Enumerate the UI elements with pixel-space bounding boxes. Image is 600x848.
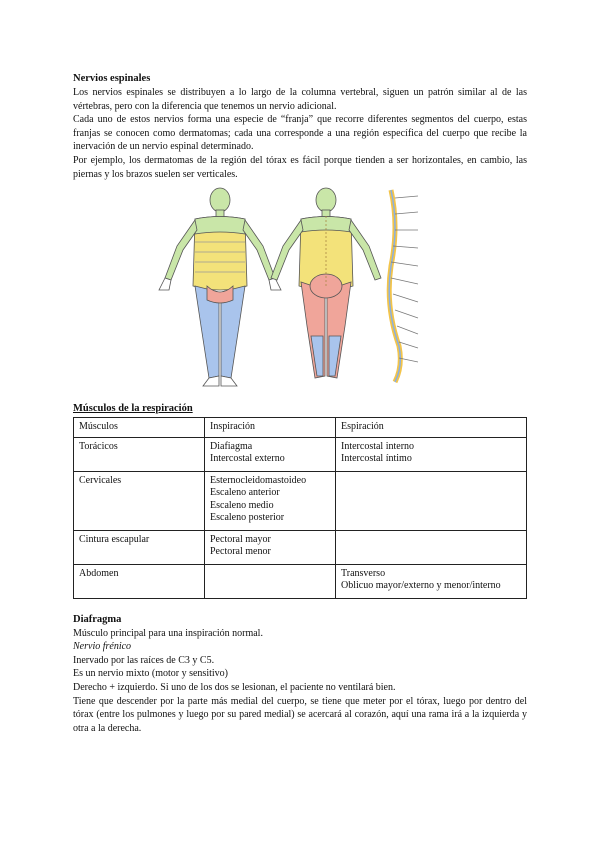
diafragma-line: Músculo principal para una inspiración normal. <box>73 627 263 639</box>
cell-line: Intercostal interno <box>341 440 415 452</box>
paragraph-2: Cada uno de estos nervios forma una especie de “franja” que recorre diferentes segmentos del cuerpo, estas franjas se conocen como dermatomas; cada una corresponde a una región específica del cuerpo que recibe la inervación de un nervio espinal determinado. <box>73 114 527 153</box>
diafragma-line: Inervado por las raíces de C3 y C5. <box>73 654 215 666</box>
cell-line: Intercostal íntimo <box>341 453 412 465</box>
diafragma-line: Tiene que descender por la parte más medial del cuerpo, se tiene que meter por el tórax, luego por dentro del tórax (entre los pulmones y luego por su pared medial) se acercará al corazón, aquí una rama irá a la izquierda y otra a la derecha. <box>73 695 527 734</box>
cell-esp <box>336 564 527 598</box>
cell-line: Pectoral mayor <box>210 533 271 545</box>
cell-muscle: Cervicales <box>74 471 205 530</box>
diafragma-line: Derecho + izquierdo. Si uno de los dos se lesionan, el paciente no ventilará bien. <box>73 682 396 694</box>
front-body-figure <box>159 188 281 386</box>
header-espiracion: Espiración <box>336 418 527 438</box>
table-row <box>74 437 527 471</box>
cell-muscle: Torácicos <box>74 437 205 471</box>
paragraph-1: Los nervios espinales se distribuyen a lo largo de la columna vertebral, siguen un patrón similar al de las vértebras, pero con la diferencia que tenemos un nervio adicional. <box>73 87 527 112</box>
cell-insp <box>205 437 336 471</box>
back-body-figure <box>271 188 381 378</box>
cell-line: Transverso <box>341 567 386 579</box>
cell-line: Pectoral menor <box>210 546 271 558</box>
cell-line: Esternocleidomastoideo <box>210 474 307 486</box>
spine-figure <box>389 190 418 382</box>
section-title-diafragma: Diafragma <box>73 613 122 625</box>
table-row <box>74 471 527 530</box>
cell-muscle: Abdomen <box>74 564 205 598</box>
paragraph-3: Por ejemplo, los dermatomas de la región del tórax es fácil porque tienden a ser horizontales, en cambio, las piernas y los brazos suelen ser verticales. <box>73 154 527 180</box>
cell-line: Escaleno posterior <box>210 512 285 524</box>
cell-esp <box>336 437 527 471</box>
cell-line: Oblicuo mayor/externo y menor/interno <box>341 580 501 592</box>
cell-line: Escaleno medio <box>210 499 274 511</box>
header-inspiracion: Inspiración <box>205 418 336 438</box>
section-title-nervios: Nervios espinales <box>73 73 151 84</box>
section-title-musculos: Músculos de la respiración <box>73 403 193 415</box>
table-row <box>74 564 527 598</box>
diafragma-line: Es un nervio mixto (motor y sensitivo) <box>73 668 228 680</box>
cell-muscle: Cintura escapular <box>74 530 205 564</box>
cell-line: Intercostal externo <box>210 453 285 465</box>
document-content <box>73 72 527 735</box>
cell-line: Diafiagma <box>210 440 253 452</box>
respiration-muscles-table <box>73 417 527 599</box>
cell-esp <box>336 471 527 530</box>
cell-insp <box>205 530 336 564</box>
cell-esp <box>336 530 527 564</box>
table-row <box>74 530 527 564</box>
table-header-row <box>74 418 527 438</box>
cell-line: Escaleno anterior <box>210 487 280 499</box>
dermatome-illustration <box>73 186 527 390</box>
cell-insp <box>205 471 336 530</box>
cell-insp <box>205 564 336 598</box>
dermatome-figure <box>73 186 527 390</box>
diafragma-line-nervio: Nervio frénico <box>73 641 132 653</box>
header-musculos: Músculos <box>74 418 205 438</box>
